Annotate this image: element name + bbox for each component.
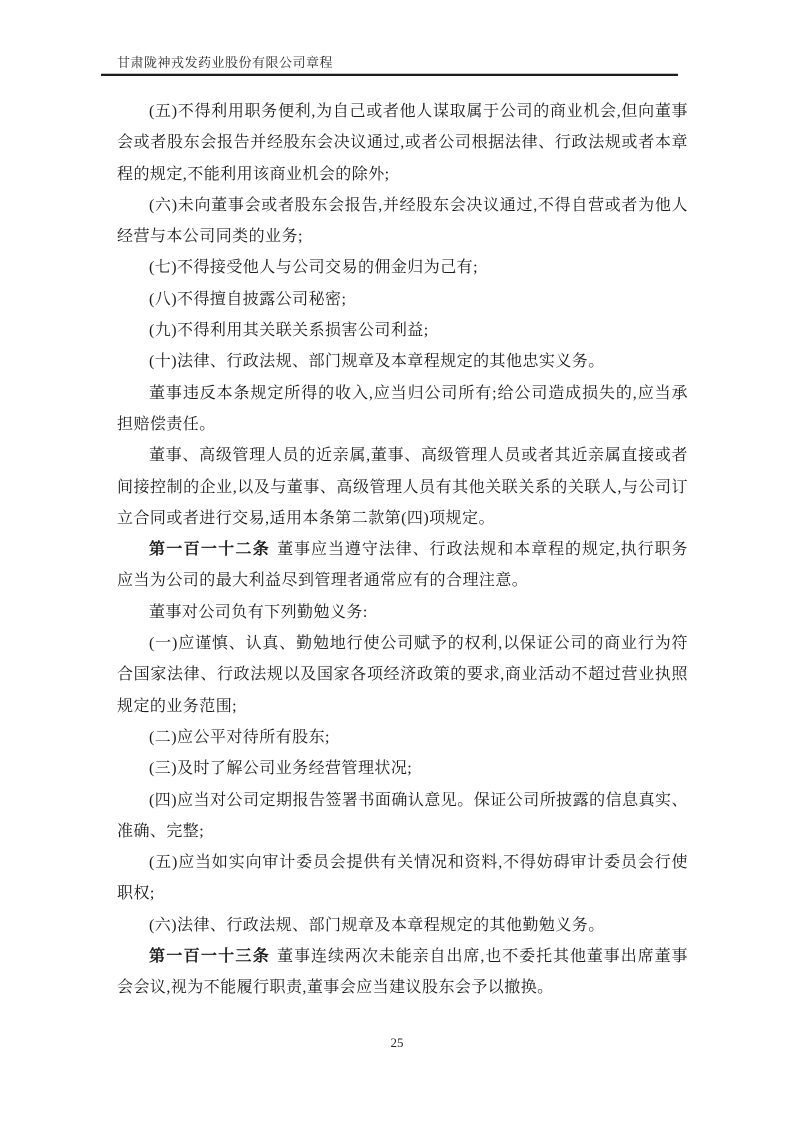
paragraph: (二)应公平对待所有股东;	[149, 728, 330, 746]
paragraph: (四)应当对公司定期报告签署书面确认意见。保证公司所披露的信息真实、准确、完整;	[117, 791, 688, 840]
page-number: 25	[390, 1035, 404, 1050]
article-number: 第一百一十二条	[149, 541, 270, 559]
paragraph: (一)应谨慎、认真、勤勉地行使公司赋予的权利,以保证公司的商业行为符合国家法律、行政法规以及国家各项经济政策的要求,商业活动不超过营业执照规定的业务范围;	[117, 635, 688, 715]
paragraph: (六)未向董事会或者股东会报告,并经股东会决议通过,不得自营或者为他人经营与本公司同类的业务;	[117, 196, 688, 246]
paragraph: (三)及时了解公司业务经营管理状况;	[149, 760, 413, 778]
paragraph: 董事、高级管理人员的近亲属,董事、高级管理人员或者其近亲属直接或者间接控制的企业,以及与董事、高级管理人员有其他关联关系的关联人,与公司订立合同或者进行交易,适用本条第二款第(四)项规定。	[117, 447, 688, 527]
page-header	[101, 0, 678, 76]
paragraph: 第一百一十三条 董事连续两次未能亲自出席,也不委托其他董事出席董事会会议,视为不能履行职责,董事会应当建议股东会予以撤换。	[117, 948, 688, 997]
paragraph: (七)不得接受他人与公司交易的佣金归为己有;	[149, 259, 479, 277]
paragraph: 董事违反本条规定所得的收入,应当归公司所有;给公司造成损失的,应当承担赔偿责任。	[117, 384, 688, 433]
paragraph: (五)不得利用职务便利,为自己或者他人谋取属于公司的商业机会,但向董事会或者股东会报告并经股东会决议通过,或者公司根据法律、行政法规或者本章程的规定,不能利用该商业机会的除外;	[117, 103, 688, 183]
paragraph: (九)不得利用其关联关系损害公司利益;	[149, 322, 429, 340]
paragraph: (六)法律、行政法规、部门规章及本章程规定的其他勤勉义务。	[149, 916, 605, 934]
article-number: 第一百一十三条	[149, 948, 270, 966]
paragraph: (五)应当如实向审计委员会提供有关情况和资料,不得妨碍审计委员会行使职权;	[117, 854, 688, 903]
document-body	[117, 96, 688, 1004]
header-title: 甘肃陇神戎发药业股份有限公司章程	[117, 55, 334, 70]
paragraph: (八)不得擅自披露公司秘密;	[149, 290, 347, 308]
paragraph: 第一百一十二条 董事应当遵守法律、行政法规和本章程的规定,执行职务应当为公司的最大利益尽到管理者通常应有的合理注意。	[117, 541, 688, 590]
header-rule	[101, 74, 678, 76]
paragraph: (十)法律、行政法规、部门规章及本章程规定的其他忠实义务。	[149, 353, 605, 371]
page-footer	[0, 1034, 794, 1052]
paragraph: 董事对公司负有下列勤勉义务:	[149, 603, 368, 621]
